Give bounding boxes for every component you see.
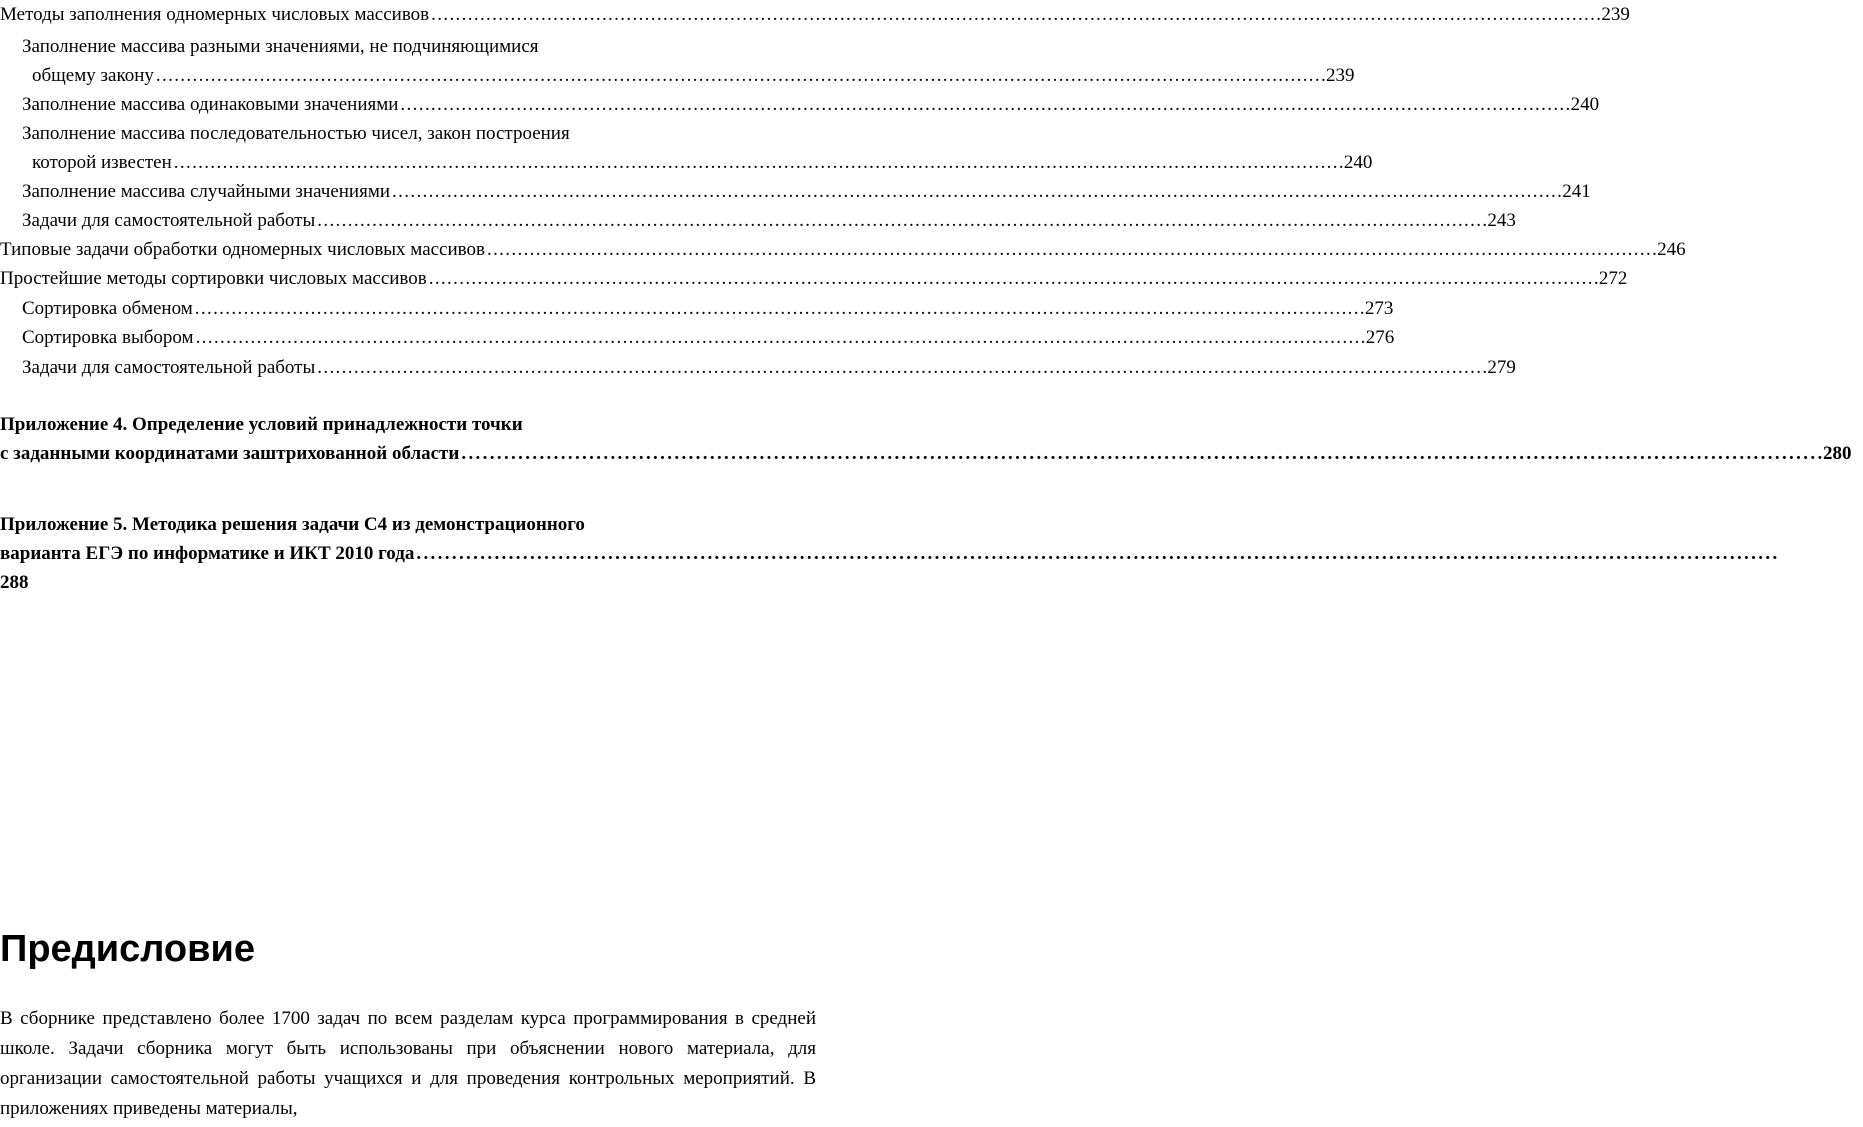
dot-leader xyxy=(317,353,1485,382)
toc-page-number: 246 xyxy=(1657,239,1686,260)
toc-entry-title: Заполнение массива случайными значениями xyxy=(22,181,391,202)
toc-entry-line: Заполнение массива разными значениями, не подчиняющимися xyxy=(22,36,539,57)
dot-leader xyxy=(461,439,1821,468)
toc-page-number: 273 xyxy=(1364,298,1394,319)
toc-appendix-line: Приложение 4. Определение условий принадлежности точки xyxy=(0,414,523,435)
preface-heading: Предисловие xyxy=(0,928,255,970)
dot-leader xyxy=(156,61,1324,90)
toc-entry[interactable] xyxy=(0,323,1395,352)
toc-entry-title: Типовые задачи обработки одномерных числовых массивов xyxy=(0,239,485,260)
dot-leader xyxy=(487,235,1655,264)
toc-entry[interactable] xyxy=(0,353,1516,382)
toc-entry-title: общему закону xyxy=(32,65,154,86)
toc-entry-line: Заполнение массива последовательностью чисел, закон построения xyxy=(22,123,570,144)
toc-entry[interactable] xyxy=(0,206,1516,235)
toc-entry-title: Сортировка выбором xyxy=(22,327,194,348)
dot-leader xyxy=(400,90,1568,119)
toc-entry-title: которой известен xyxy=(32,152,172,173)
toc-page-number: 276 xyxy=(1365,327,1395,348)
toc-entry-title: варианта ЕГЭ по информатике и ИКТ 2010 года xyxy=(0,543,415,564)
dot-leader xyxy=(392,177,1560,206)
toc-page-number: 240 xyxy=(1343,152,1373,173)
dot-leader xyxy=(429,264,1597,293)
toc-entry[interactable] xyxy=(0,148,1373,177)
toc-entry-title: Сортировка обменом xyxy=(22,298,193,319)
dot-leader xyxy=(317,206,1485,235)
toc-entry-title: Задачи для самостоятельной работы xyxy=(22,357,316,378)
toc-entry[interactable] xyxy=(0,264,1628,293)
toc-entry-title: Задачи для самостоятельной работы xyxy=(22,210,316,231)
dot-leader xyxy=(416,539,1776,568)
toc-entry[interactable] xyxy=(0,0,1630,29)
toc-appendix-entry[interactable] xyxy=(0,539,786,568)
dot-leader xyxy=(195,294,1363,323)
dot-leader xyxy=(174,148,1342,177)
toc-entry-title: Методы заполнения одномерных числовых массивов xyxy=(0,4,430,25)
dot-leader xyxy=(431,0,1599,29)
toc-page-number: 243 xyxy=(1487,210,1516,231)
toc-appendix-line: Приложение 5. Методика решения задачи С4 из демонстрационного xyxy=(0,514,585,535)
toc-page-number: 272 xyxy=(1598,268,1628,289)
toc-page-number: 241 xyxy=(1562,181,1591,202)
toc-entry[interactable] xyxy=(0,294,1394,323)
dot-leader xyxy=(196,323,1364,352)
preface-paragraph: В сборнике представлено более 1700 задач по всем разделам курса программирования в средней школе. Задачи сборника могут быть использованы при объяснении нового материала, для организации самостоятельной работы учащихся и для проведения контрольных мероприятий. В приложениях приведены материалы, xyxy=(0,1008,816,1119)
toc-entry[interactable] xyxy=(0,90,1600,119)
toc-page-number: 239 xyxy=(1326,65,1355,86)
toc-entry[interactable] xyxy=(0,235,1686,264)
toc-entry[interactable] xyxy=(0,61,1355,90)
toc-page-number: 239 xyxy=(1601,4,1630,25)
toc-appendix-entry[interactable] xyxy=(0,439,1852,468)
toc-entry[interactable] xyxy=(0,177,1591,206)
toc-entry-title: Простейшие методы сортировки числовых массивов xyxy=(0,268,427,289)
toc-page-number: 288 xyxy=(0,572,29,593)
toc-page-number: 280 xyxy=(1823,443,1852,464)
toc-entry-title: Заполнение массива одинаковыми значениями xyxy=(22,94,399,115)
toc-page-number: 279 xyxy=(1487,357,1516,378)
toc-entry-title: с заданными координатами заштрихованной области xyxy=(0,443,460,464)
toc-page-number: 240 xyxy=(1570,94,1600,115)
